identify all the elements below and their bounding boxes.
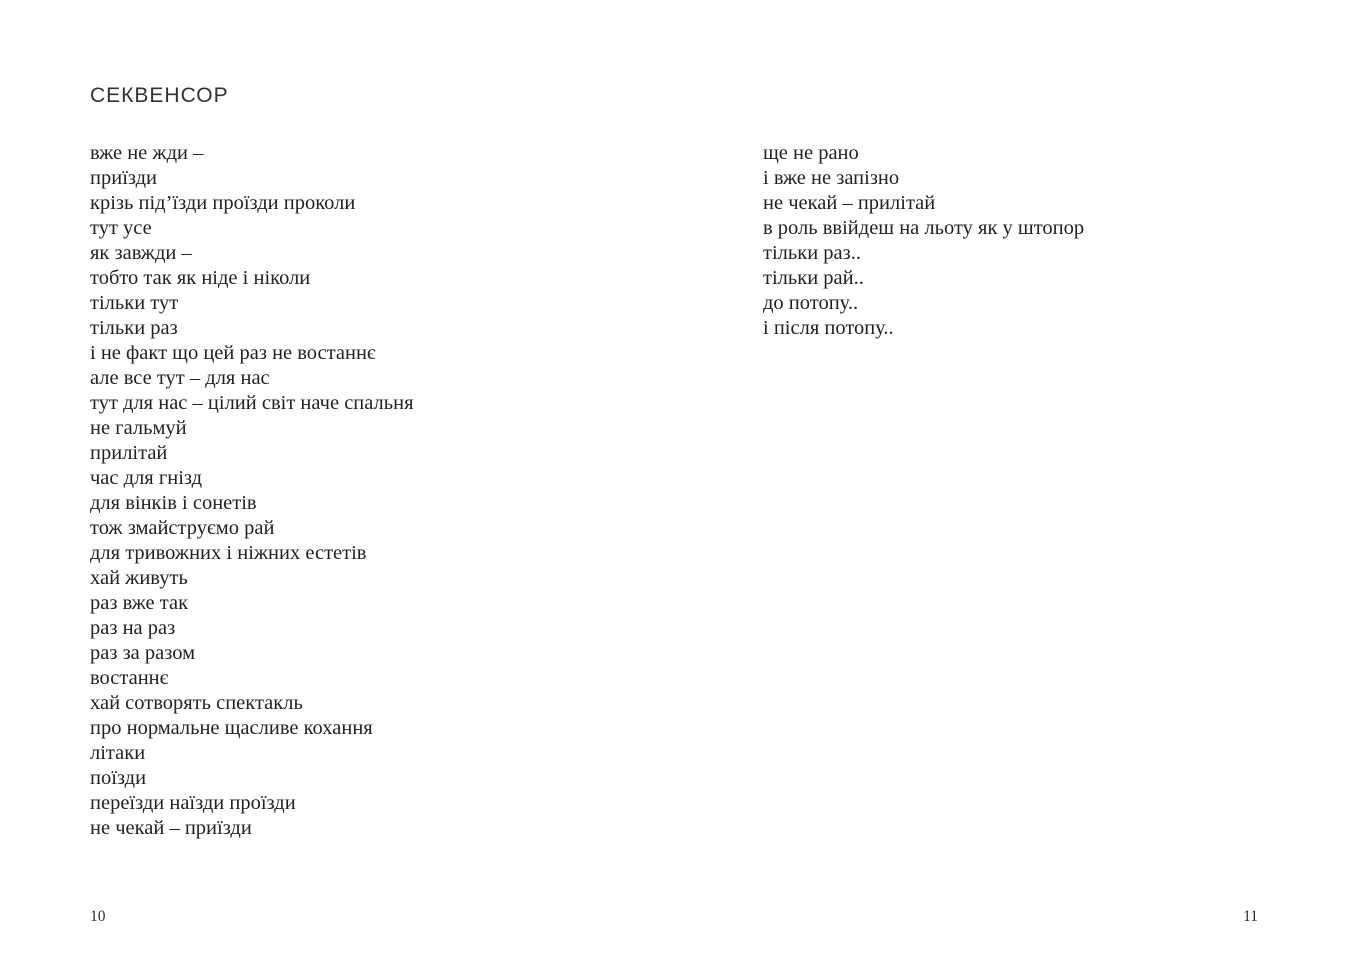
poem-line: вже не жди – <box>90 142 204 164</box>
poem-line: раз вже так <box>90 592 189 614</box>
poem-line: не чекай – приїзди <box>90 817 252 839</box>
poem-line: раз на раз <box>90 617 176 639</box>
poem-line: ще не рано <box>763 142 859 164</box>
poem-line: і вже не запізно <box>763 167 900 189</box>
poem-line: тільки раз.. <box>763 242 861 264</box>
poem-line: не гальмуй <box>90 417 187 439</box>
poem-line: не чекай – прилітай <box>763 192 936 214</box>
poem-line: раз за разом <box>90 642 196 664</box>
page-number-right: 11 <box>1243 908 1258 925</box>
poem-line: про нормальне щасливе кохання <box>90 717 373 739</box>
poem-line: час для гнізд <box>90 467 203 489</box>
page-number-left: 10 <box>90 908 106 925</box>
poem-line: для тривожних і ніжних естетів <box>90 542 367 564</box>
poem-line: тут усе <box>90 217 152 239</box>
poem-line: приїзди <box>90 167 158 189</box>
poem-line: для вінків і сонетів <box>90 492 257 514</box>
poem-line: як завжди – <box>90 242 192 264</box>
poem-line: тож змайструємо рай <box>90 517 275 539</box>
poem-line: тільки тут <box>90 292 179 314</box>
poem-line: тобто так як ніде і ніколи <box>90 267 311 289</box>
poem-line: літаки <box>90 742 146 764</box>
poem-line: прилітай <box>90 442 168 464</box>
poem-line: і після потопу.. <box>763 317 894 339</box>
poem-line: тут для нас – цілий світ наче спальня <box>90 392 414 414</box>
poem-line: тільки раз <box>90 317 178 339</box>
poem-right-column <box>763 141 1084 341</box>
poem-line: поїзди <box>90 767 147 789</box>
poem-line: і не факт що цей раз не востаннє <box>90 342 376 364</box>
poem-line: хай живуть <box>90 567 188 589</box>
poem-line: але все тут – для нас <box>90 367 270 389</box>
poem-line: в роль ввійдеш на льоту як у штопор <box>763 217 1085 239</box>
poem-line: хай сотворять спектакль <box>90 692 303 714</box>
poem-line: до потопу.. <box>763 292 859 314</box>
poem-line: переїзди наїзди проїзди <box>90 792 296 814</box>
poem-title: СЕКВЕНСОР <box>90 84 229 107</box>
poem-line: крізь під’їзди проїзди проколи <box>90 192 356 214</box>
poem-line: востаннє <box>90 667 169 689</box>
poem-left-column <box>90 141 414 841</box>
poem-line: тільки рай.. <box>763 267 864 289</box>
